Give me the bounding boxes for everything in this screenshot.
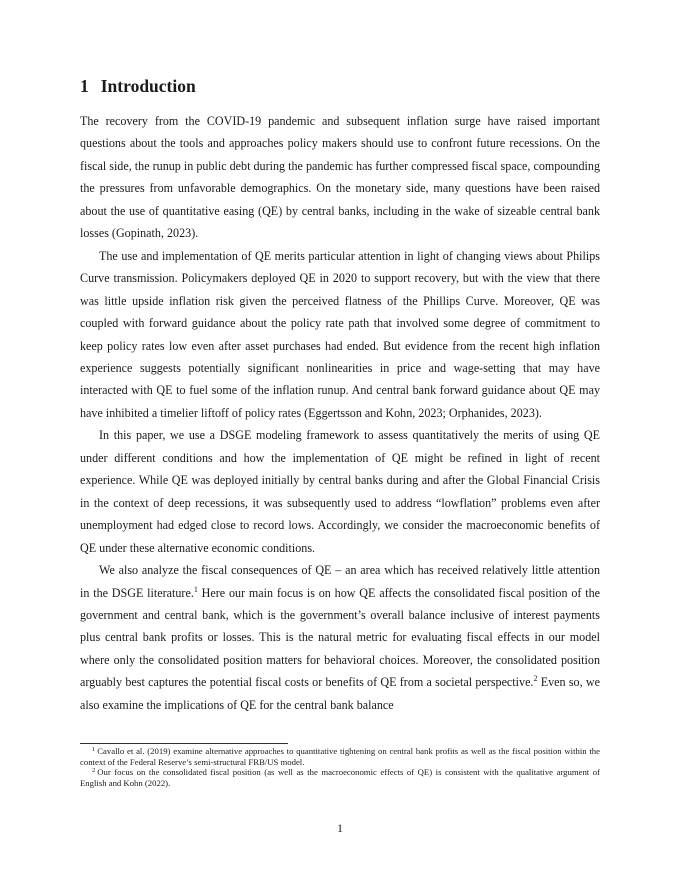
footnote-2-mark: 2 [92,767,96,775]
footnote-1 [80,746,600,767]
paragraph-4-part-b: Here our main focus is on how QE affects the consolidated fiscal position of the government and central bank, which is the government’s overall balance inclusive of interest payments plus central bank profits or losses. This is the natural metric for evaluating fiscal effects in our model where only the consolidated position matters for behavioral choices. Moreover, the consolidated position arguably best captures the potential fiscal costs or benefits of QE from a societal perspective. [80,585,600,690]
footnote-marker-1[interactable]: 1 [193,584,198,594]
paragraph-3: In this paper, we use a DSGE modeling framework to assess quantitatively the merits of using QE under different conditions and how the implementation of QE might be refined in light of recent experience. While QE was deployed initially by central banks during and after the Global Financial Crisis in the context of deep recessions, it was subsequently used to address “lowflation” problems even after unemployment had edged close to record lows. Accordingly, we consider the macroeconomic benefits of QE under these alternative economic conditions. [80,428,600,555]
section-number: 1 [80,76,89,96]
paragraph-4-part-a: We also analyze the fiscal consequences of QE – an area which has received relatively little attention in the DSGE literature. [80,563,600,600]
footnote-1-text: Cavallo et al. (2019) examine alternative approaches to quantitative tightening on central bank profits as well as the fiscal position within the context of the Federal Reserve’s semi-structural FRB/US model. [80,746,600,767]
footnote-marker-2[interactable]: 2 [533,674,538,684]
body-text [80,110,600,716]
paragraph-2: The use and implementation of QE merits particular attention in light of changing views about Philips Curve transmission. Policymakers deployed QE in 2020 to support recovery, but with the view that there was little upside inflation risk given the perceived flatness of the Phillips Curve. Moreover, QE was coupled with forward guidance about the policy rate path that involved some degree of commitment to keep policy rates low even after asset purchases had ended. But evidence from the recent high inflation experience suggests potentially significant nonlinearities in price and wage-setting that may have interacted with QE to fuel some of the inflation runup. And central bank forward guidance about QE may have inhibited a timelier liftoff of policy rates (Eggertsson and Kohn, 2023; Orphanides, 2023). [80,248,600,420]
footnote-2-text: Our focus on the consolidated fiscal position (as well as the macroeconomic effects of QE) is consistent with the qualitative argument of English and Kohn (2022). [80,767,600,788]
footnote-2 [80,767,600,788]
paragraph-1: The recovery from the COVID-19 pandemic and subsequent inflation surge have raised important questions about the tools and approaches policy makers should use to confront future recessions. On the fiscal side, the runup in public debt during the pandemic has further compressed fiscal space, compounding the pressures from unfavorable demographics. On the monetary side, many questions have been raised about the use of quantitative easing (QE) by central banks, including in the wake of sizeable central bank losses (Gopinath, 2023). [80,114,600,241]
paragraph-4 [80,559,600,716]
document-page [80,0,600,880]
section-title: Introduction [100,76,196,96]
section-heading [80,76,196,97]
footnote-1-mark: 1 [92,746,96,753]
footnote-divider [80,743,288,744]
paragraph-4-part-c: Even so, we also examine the implications of QE for the central bank balance [80,675,600,712]
footnotes [80,746,600,788]
page-number: 1 [337,821,343,835]
